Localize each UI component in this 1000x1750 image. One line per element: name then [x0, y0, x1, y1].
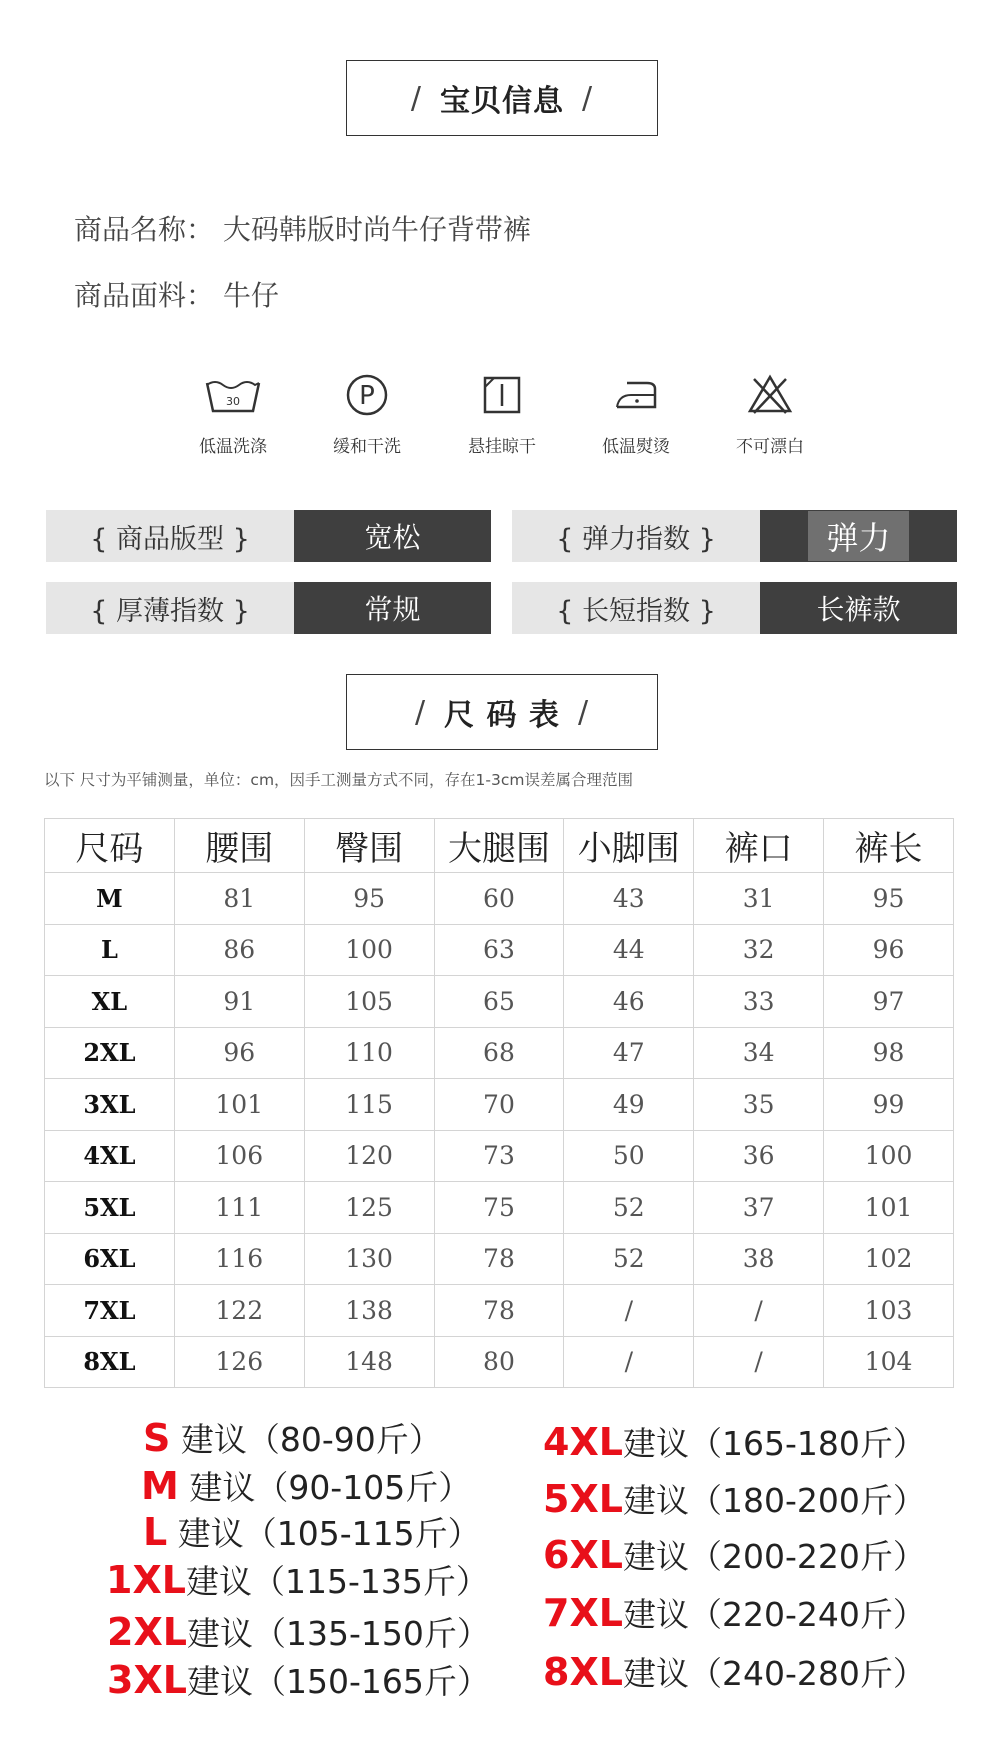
header-cell: 臀围: [304, 819, 434, 873]
attr-thickness-value: 常规: [294, 582, 491, 634]
recommend-7xl: 7XL建议（220-240斤）: [543, 1591, 926, 1635]
measurement-cell: 105: [304, 976, 434, 1028]
size-cell: M: [45, 873, 175, 925]
measurement-cell: 52: [564, 1182, 694, 1234]
measurement-cell: 111: [174, 1182, 304, 1234]
measurement-cell: 31: [694, 873, 824, 925]
measurement-cell: 138: [304, 1285, 434, 1337]
size-table-row: [45, 1130, 954, 1182]
product-fabric-line: [74, 274, 279, 314]
size-table-row: [45, 873, 954, 925]
measurement-cell: 36: [694, 1130, 824, 1182]
attr-thickness-label: { 厚薄指数 }: [46, 582, 294, 634]
svg-text:P: P: [359, 381, 375, 411]
measurement-cell: 148: [304, 1336, 434, 1388]
measurement-note: 以下 尺寸为平铺测量，单位：cm，因手工测量方式不同，存在1-3cm误差属合理范围: [44, 771, 633, 789]
product-name-label: 商品名称：: [74, 213, 215, 246]
measurement-cell: 68: [434, 1027, 564, 1079]
measurement-cell: 103: [824, 1285, 954, 1337]
measurement-cell: /: [564, 1336, 694, 1388]
measurement-cell: 78: [434, 1233, 564, 1285]
measurement-cell: 50: [564, 1130, 694, 1182]
measurement-cell: 34: [694, 1027, 824, 1079]
measurement-cell: 46: [564, 976, 694, 1028]
size-table-row: [45, 1233, 954, 1285]
attr-thickness: [46, 582, 491, 634]
size-cell: 4XL: [45, 1130, 175, 1182]
attr-fit: [46, 510, 491, 562]
size-cell: 2XL: [45, 1027, 175, 1079]
measurement-cell: 100: [304, 924, 434, 976]
measurement-cell: 73: [434, 1130, 564, 1182]
measurement-cell: 106: [174, 1130, 304, 1182]
size-table: [44, 818, 954, 1388]
measurement-cell: 101: [824, 1182, 954, 1234]
measurement-cell: /: [564, 1285, 694, 1337]
measurement-cell: 96: [174, 1027, 304, 1079]
measurement-cell: 49: [564, 1079, 694, 1131]
size-table-row: [45, 1079, 954, 1131]
measurement-cell: 91: [174, 976, 304, 1028]
measurement-cell: 110: [304, 1027, 434, 1079]
care-item-iron: 低温熨烫: [571, 366, 701, 457]
measurement-cell: 81: [174, 873, 304, 925]
recommend-6xl: 6XL建议（200-220斤）: [543, 1533, 926, 1577]
product-fabric-label: 商品面料：: [74, 279, 215, 312]
measurement-cell: 130: [304, 1233, 434, 1285]
size-table-row: [45, 976, 954, 1028]
measurement-cell: 86: [174, 924, 304, 976]
size-table-row: [45, 924, 954, 976]
measurement-cell: 122: [174, 1285, 304, 1337]
measurement-cell: 96: [824, 924, 954, 976]
no-bleach-icon: [705, 366, 835, 424]
size-cell: 8XL: [45, 1336, 175, 1388]
care-item-hang-dry: 悬挂晾干: [437, 366, 567, 457]
recommend-4xl: 4XL建议（165-180斤）: [543, 1420, 926, 1464]
recommend-3xl: 3XL建议（150-165斤）: [107, 1658, 490, 1702]
measurement-cell: /: [694, 1285, 824, 1337]
attr-stretch-label: { 弹力指数 }: [512, 510, 760, 562]
section-title-product-info: / 宝贝信息 /: [346, 60, 658, 136]
attr-length: [512, 582, 957, 634]
measurement-cell: 43: [564, 873, 694, 925]
measurement-cell: 102: [824, 1233, 954, 1285]
section-title-text: 尺 码 表: [444, 698, 560, 733]
size-cell: XL: [45, 976, 175, 1028]
measurement-cell: 120: [304, 1130, 434, 1182]
measurement-cell: 80: [434, 1336, 564, 1388]
measurement-cell: 60: [434, 873, 564, 925]
size-table-row: [45, 1336, 954, 1388]
recommend-l: L 建议（105-115斤）: [143, 1510, 481, 1554]
svg-text:30: 30: [226, 395, 240, 408]
header-cell: 大腿围: [434, 819, 564, 873]
measurement-cell: 104: [824, 1336, 954, 1388]
recommend-5xl: 5XL建议（180-200斤）: [543, 1477, 926, 1521]
size-cell: 3XL: [45, 1079, 175, 1131]
measurement-cell: 97: [824, 976, 954, 1028]
measurement-cell: 116: [174, 1233, 304, 1285]
attr-length-label: { 长短指数 }: [512, 582, 760, 634]
measurement-cell: 63: [434, 924, 564, 976]
attr-length-value: 长裤款: [760, 582, 957, 634]
product-name-value: 大码韩版时尚牛仔背带裤: [222, 213, 531, 246]
header-cell: 小脚围: [564, 819, 694, 873]
section-title-text: 宝贝信息: [440, 84, 564, 119]
attr-stretch: [512, 510, 957, 562]
care-item-dry-clean: P 缓和干洗: [302, 366, 432, 457]
recommend-8xl: 8XL建议（240-280斤）: [543, 1650, 926, 1694]
header-cell: 裤长: [824, 819, 954, 873]
size-cell: 5XL: [45, 1182, 175, 1234]
measurement-cell: 37: [694, 1182, 824, 1234]
attr-fit-value: 宽松: [294, 510, 491, 562]
measurement-cell: 95: [304, 873, 434, 925]
product-name-line: [74, 208, 531, 248]
size-cell: 6XL: [45, 1233, 175, 1285]
care-item-wash: 30 低温洗涤: [168, 366, 298, 457]
measurement-cell: 75: [434, 1182, 564, 1234]
wash-30-icon: [168, 366, 298, 424]
measurement-cell: 115: [304, 1079, 434, 1131]
product-fabric-value: 牛仔: [222, 279, 279, 312]
size-cell: 7XL: [45, 1285, 175, 1337]
recommend-1xl: 1XL建议（115-135斤）: [106, 1558, 489, 1602]
header-cell: 裤口: [694, 819, 824, 873]
recommend-s: S 建议（80-90斤）: [143, 1416, 442, 1460]
measurement-cell: 35: [694, 1079, 824, 1131]
measurement-cell: 38: [694, 1233, 824, 1285]
size-table-row: [45, 1027, 954, 1079]
measurement-cell: 78: [434, 1285, 564, 1337]
header-cell: 尺码: [45, 819, 175, 873]
measurement-cell: 101: [174, 1079, 304, 1131]
measurement-cell: 95: [824, 873, 954, 925]
recommend-m: M 建议（90-105斤）: [141, 1464, 472, 1508]
size-table-row: [45, 1182, 954, 1234]
attr-stretch-value: 弹力: [760, 510, 957, 562]
iron-low-icon: [571, 366, 701, 424]
size-cell: L: [45, 924, 175, 976]
measurement-cell: 44: [564, 924, 694, 976]
measurement-cell: /: [694, 1336, 824, 1388]
measurement-cell: 32: [694, 924, 824, 976]
hang-dry-icon: [437, 366, 567, 424]
header-cell: 腰围: [174, 819, 304, 873]
measurement-cell: 100: [824, 1130, 954, 1182]
measurement-cell: 52: [564, 1233, 694, 1285]
measurement-cell: 126: [174, 1336, 304, 1388]
size-table-header: [45, 819, 954, 873]
measurement-cell: 98: [824, 1027, 954, 1079]
section-title-size-chart: / 尺 码 表 /: [346, 674, 658, 750]
attr-fit-label: { 商品版型 }: [46, 510, 294, 562]
measurement-cell: 99: [824, 1079, 954, 1131]
care-item-no-bleach: 不可漂白: [705, 366, 835, 457]
measurement-cell: 33: [694, 976, 824, 1028]
dry-clean-p-icon: [302, 366, 432, 424]
measurement-cell: 70: [434, 1079, 564, 1131]
measurement-cell: 65: [434, 976, 564, 1028]
recommend-2xl: 2XL建议（135-150斤）: [107, 1610, 490, 1654]
measurement-cell: 47: [564, 1027, 694, 1079]
measurement-cell: 125: [304, 1182, 434, 1234]
size-table-row: [45, 1285, 954, 1337]
